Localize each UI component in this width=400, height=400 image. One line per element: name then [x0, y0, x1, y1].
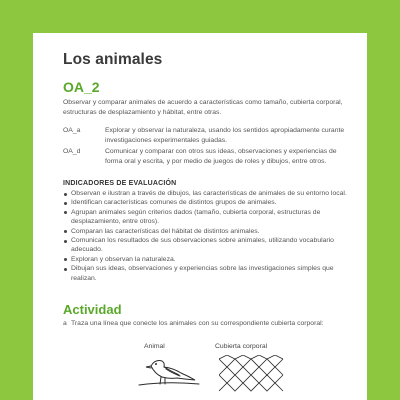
indicators-list — [63, 189, 355, 283]
indicator-item: Dibujan sus ideas, observaciones y experiencias sobre las investigaciones simples que realizan. — [71, 264, 355, 283]
worksheet-page — [33, 33, 367, 400]
indicator-item: Comparan las características del hábitat de distintos animales. — [71, 227, 355, 236]
column-heading-cubierta: Cubierta corporal — [215, 343, 268, 350]
oa-description: Observar y comparar animales de acuerdo a características como tamaño, cubierta corporal, estructuras de desplazamiento y hábitat, entre otras. — [63, 99, 343, 116]
objectives-list — [63, 126, 355, 166]
objective-text: Comunicar y comparar con otros sus ideas, observaciones y experiencias de forma oral y escrita, y por medio de juegos de roles y dibujos, entre otros. — [105, 148, 337, 165]
worksheet-content — [63, 51, 355, 329]
activity-heading: Actividad — [63, 302, 122, 318]
indicators-heading: INDICADORES DE EVALUACIÓN — [63, 180, 177, 187]
feathers-illustration — [219, 355, 287, 395]
column-heading-animal: Animal — [144, 343, 165, 350]
bird-illustration — [137, 355, 203, 391]
oa-code: OA_2 — [63, 79, 100, 95]
activity-letter: a — [63, 320, 67, 328]
indicator-item: Agrupan animales según criterios dados (tamaño, cubierta corporal, estructuras de desplazamiento, entre otros). — [71, 208, 355, 227]
indicator-item: Identifican características comunes de distintos grupos de animales. — [71, 198, 355, 207]
objective-item — [63, 126, 355, 145]
activity-text: Traza una línea que conecte los animales con su correspondiente cubierta corporal: — [71, 320, 324, 328]
indicator-item: Comunican los resultados de sus observaciones sobre animales, utilizando vocabulario adecuado. — [71, 236, 355, 255]
page-title: Los animales — [63, 51, 163, 68]
objective-item — [63, 147, 355, 166]
objective-code: OA_a — [63, 127, 81, 134]
indicator-item: Observan e ilustran a través de dibujos, las características de animales de su entorno local. — [71, 189, 355, 198]
activity-instruction — [63, 319, 355, 329]
indicator-item: Exploran y observan la naturaleza. — [71, 255, 355, 264]
objective-code: OA_d — [63, 148, 81, 155]
objective-text: Explorar y observar la naturaleza, usando los sentidos apropiadamente curante investigaciones experimentales guiadas. — [105, 127, 345, 144]
